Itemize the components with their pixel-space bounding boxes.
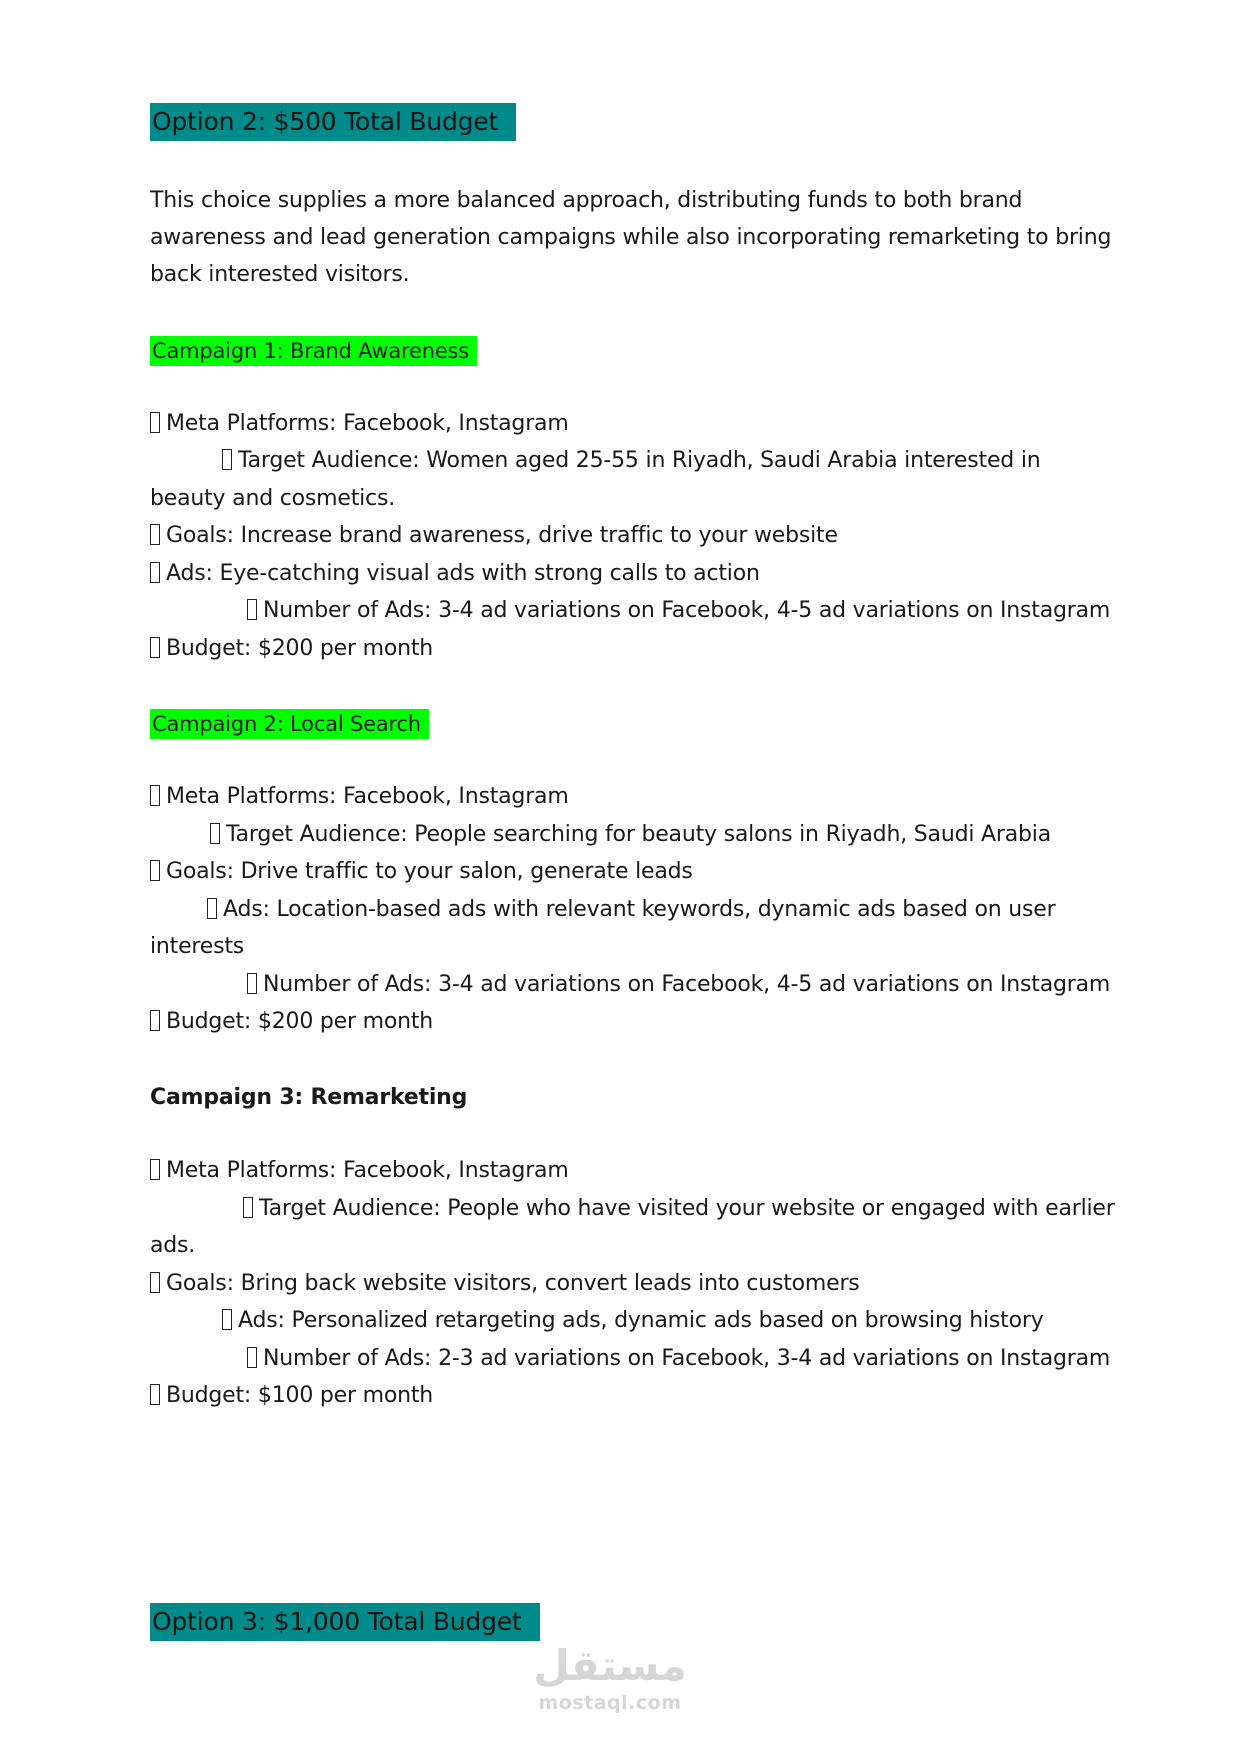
bullet-icon (247, 973, 257, 994)
intro-line-1: This choice supplies a more balanced approach, distributing funds to both brand (150, 188, 1023, 213)
campaign2-goals (150, 853, 693, 890)
campaign2-platforms (150, 778, 569, 815)
bullet-icon (222, 1309, 232, 1330)
campaign3-ads (222, 1302, 1044, 1339)
campaign3-platforms (150, 1152, 569, 1189)
bullet-icon (243, 1197, 253, 1218)
bullet-icon (210, 823, 220, 844)
bullet-icon (150, 860, 160, 881)
campaign3-budget (150, 1377, 433, 1414)
campaign1-heading (150, 333, 477, 370)
option3-heading-text: Option 3: $1,000 Total Budget (150, 1603, 540, 1641)
campaign3-ads-text: Ads: Personalized retargeting ads, dynamic ads based on browsing history (238, 1308, 1044, 1333)
campaign3-goals (150, 1265, 860, 1302)
campaign2-heading-text: Campaign 2: Local Search (150, 709, 429, 739)
bullet-icon (150, 1010, 160, 1031)
bullet-icon (150, 524, 160, 545)
option2-heading (150, 103, 516, 142)
campaign1-num-ads-text: Number of Ads: 3-4 ad variations on Facebook, 4-5 ad variations on Instagram (263, 598, 1111, 623)
campaign1-platforms (150, 405, 569, 442)
campaign2-budget (150, 1003, 433, 1040)
intro-line-2: awareness and lead generation campaigns while also incorporating remarketing to bring (150, 225, 1112, 250)
campaign2-ads-cont: interests (150, 934, 245, 959)
campaign1-audience-text: Target Audience: Women aged 25-55 in Riyadh, Saudi Arabia interested in (238, 448, 1041, 473)
campaign2-ads-text: Ads: Location-based ads with relevant keywords, dynamic ads based on user (223, 897, 1056, 922)
campaign3-num-ads (247, 1340, 1110, 1377)
campaign1-platforms-text: Meta Platforms: Facebook, Instagram (166, 411, 569, 436)
bullet-icon (150, 1272, 160, 1293)
option2-heading-text: Option 2: $500 Total Budget (150, 103, 516, 141)
watermark-logo: مستقل (533, 1641, 687, 1690)
campaign3-audience-text: Target Audience: People who have visited your website or engaged with earlier (259, 1196, 1115, 1221)
campaign3-audience-cont: ads. (150, 1233, 196, 1258)
campaign2-audience (210, 816, 1051, 853)
campaign2-num-ads (247, 966, 1110, 1003)
campaign3-num-ads-text: Number of Ads: 2-3 ad variations on Facebook, 3-4 ad variations on Instagram (263, 1346, 1111, 1371)
campaign3-audience (243, 1190, 1115, 1227)
campaign2-platforms-text: Meta Platforms: Facebook, Instagram (166, 784, 569, 809)
campaign1-goals (150, 517, 838, 554)
bullet-icon (150, 1159, 160, 1180)
campaign1-goals-text: Goals: Increase brand awareness, drive traffic to your website (166, 523, 838, 548)
option3-heading (150, 1603, 540, 1642)
campaign2-ads (207, 891, 1055, 928)
campaign3-goals-text: Goals: Bring back website visitors, convert leads into customers (166, 1271, 860, 1296)
bullet-icon (150, 562, 160, 583)
campaign1-ads-text: Ads: Eye-catching visual ads with strong calls to action (166, 561, 760, 586)
bullet-icon (207, 898, 217, 919)
intro-line-3: back interested visitors. (150, 262, 410, 287)
bullet-icon (222, 449, 232, 470)
campaign1-audience-cont: beauty and cosmetics. (150, 486, 396, 511)
bullet-icon (150, 1384, 160, 1405)
campaign2-goals-text: Goals: Drive traffic to your salon, generate leads (166, 859, 693, 884)
campaign2-heading (150, 706, 429, 743)
campaign3-platforms-text: Meta Platforms: Facebook, Instagram (166, 1158, 569, 1183)
watermark-site: mostaql.com (538, 1692, 682, 1714)
campaign1-ads (150, 555, 760, 592)
bullet-icon (247, 599, 257, 620)
campaign3-heading: Campaign 3: Remarketing (150, 1085, 468, 1110)
campaign1-budget (150, 630, 433, 667)
bullet-icon (150, 637, 160, 658)
bullet-icon (247, 1347, 257, 1368)
campaign1-heading-text: Campaign 1: Brand Awareness (150, 336, 477, 366)
bullet-icon (150, 785, 160, 806)
campaign2-budget-text: Budget: $200 per month (166, 1009, 434, 1034)
campaign2-audience-text: Target Audience: People searching for beauty salons in Riyadh, Saudi Arabia (226, 822, 1051, 847)
campaign1-num-ads (247, 592, 1110, 629)
campaign1-audience (222, 442, 1041, 479)
campaign3-budget-text: Budget: $100 per month (166, 1383, 434, 1408)
campaign1-budget-text: Budget: $200 per month (166, 636, 434, 661)
bullet-icon (150, 412, 160, 433)
campaign2-num-ads-text: Number of Ads: 3-4 ad variations on Facebook, 4-5 ad variations on Instagram (263, 972, 1111, 997)
watermark (520, 1640, 700, 1714)
